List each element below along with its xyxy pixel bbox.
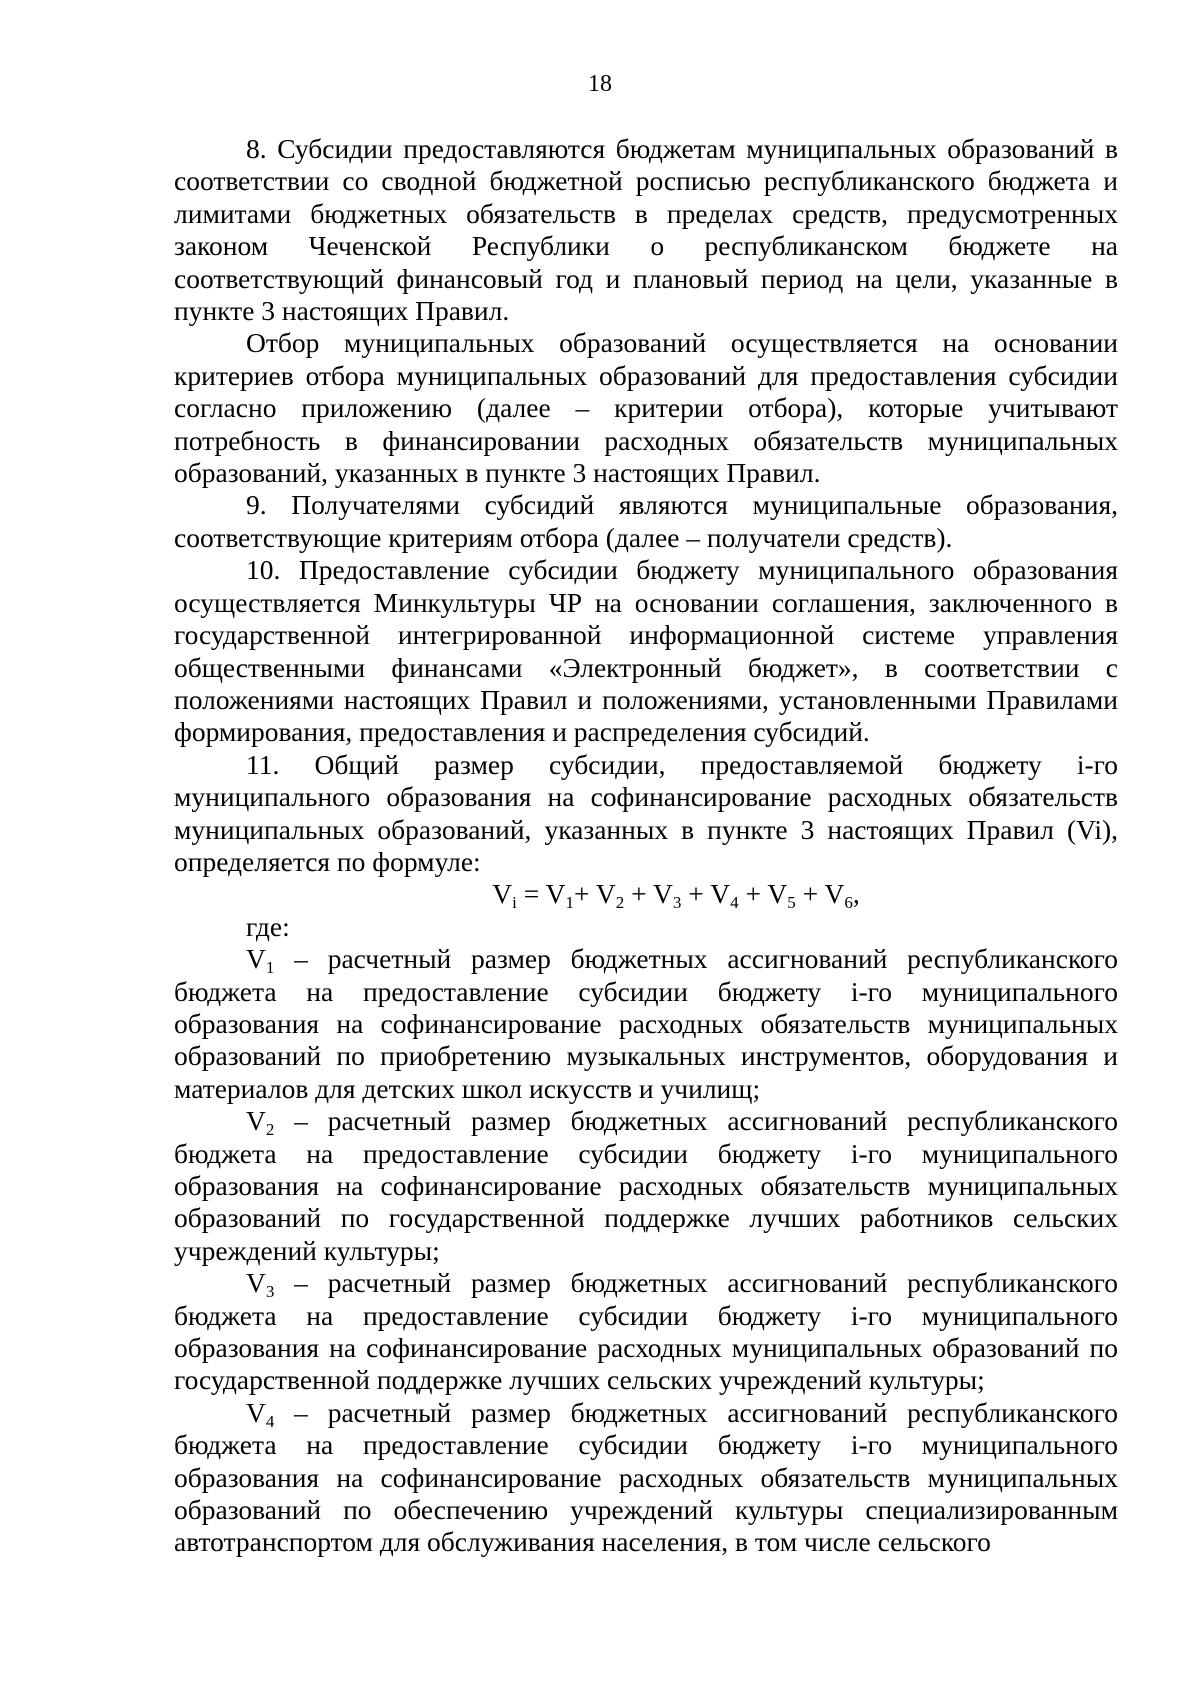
document-body <box>174 133 1118 1559</box>
paragraph-11: 11. Общий размер субсидии, предоставляемой бюджету i-го муниципального образования на софинансирование расходных обязательств муниципальных образований, указанных в пункте 3 настоящих Правил (Vi), определяется по формуле: <box>174 748 1118 877</box>
where-label: где: <box>246 910 290 942</box>
formula-term: V <box>710 878 731 910</box>
paragraph-10: 10. Предоставление субсидии бюджету муниципального образования осуществляется Минкультуры ЧР на основании соглашения, заключенного в государственной интегрированной информационной системе управления общественными финансами «Электронный бюджет», в соответствии с положениями настоящих Правил и положениями, установленными Правилами формирования, предоставления и распределения субсидий. <box>174 554 1118 748</box>
paragraph-9: 9. Получателями субсидий являются муниципальные образования, соответствующие критериям отбора (далее – получатели средств). <box>174 489 1118 553</box>
formula-term: V <box>824 878 845 910</box>
formula-term: V <box>653 878 673 910</box>
definition-v1: $V_1$ – расчетный размер бюджетных ассигнований республиканского бюджета на предоставление субсидии бюджету i-го муниципального образования на софинансирование расходных обязательств муниципальных образований по приобретению музыкальных инструментов, оборудования и материалов для детских школ искусств и училищ; <box>174 943 1118 1104</box>
formula-term: V <box>595 878 616 910</box>
definition-v3: $V_3$ – расчетный размер бюджетных ассигнований республиканского бюджета на предоставление субсидии бюджету i-го муниципального образования на софинансирование расходных муниципальных образований по государственной поддержке лучших сельских учреждений культуры; <box>174 1267 1118 1396</box>
paragraph-8: 8. Субсидии предоставляются бюджетам муниципальных образований в соответствии со сводной бюджетной росписью республиканского бюджета и лимитами бюджетных обязательств в пределах средств, предусмотренных законом Чеченской Республики о республиканском бюджете на соответствующий финансовый год и плановый период на цели, указанные в пункте 3 настоящих Правил. <box>174 133 1118 327</box>
definition-v4: $V_4$ – расчетный размер бюджетных ассигнований республиканского бюджета на предоставление субсидии бюджету i-го муниципального образования на софинансирование расходных обязательств муниципальных образований по обеспечению учреждений культуры специализированным автотранспортом для обслуживания населения, в том числе сельского <box>174 1396 1118 1558</box>
paragraph-selection: Отбор муниципальных образований осуществляется на основании критериев отбора муниципальных образований для предоставления субсидии согласно приложению (далее – критерии отбора), которые учитывают потребность в финансировании расходных обязательств муниципальных образований, указанных в пункте 3 настоящих Правил. <box>174 327 1118 489</box>
formula-term: V <box>545 878 566 910</box>
formula: $V_i = V_1+ V_2 + V_3 + V_4 + V_5 + V_6$, <box>492 878 860 913</box>
formula-term: V <box>767 878 788 910</box>
formula-lhs: V <box>492 878 513 910</box>
formula-lhs-sub: i <box>512 893 517 913</box>
definition-v2: $V_2$ – расчетный размер бюджетных ассигнований республиканского бюджета на предоставление субсидии бюджету i-го муниципального образования на софинансирование расходных обязательств муниципальных образований по государственной поддержке лучших работников сельских учреждений культуры; <box>174 1105 1118 1266</box>
page-number: 18 <box>588 71 612 97</box>
